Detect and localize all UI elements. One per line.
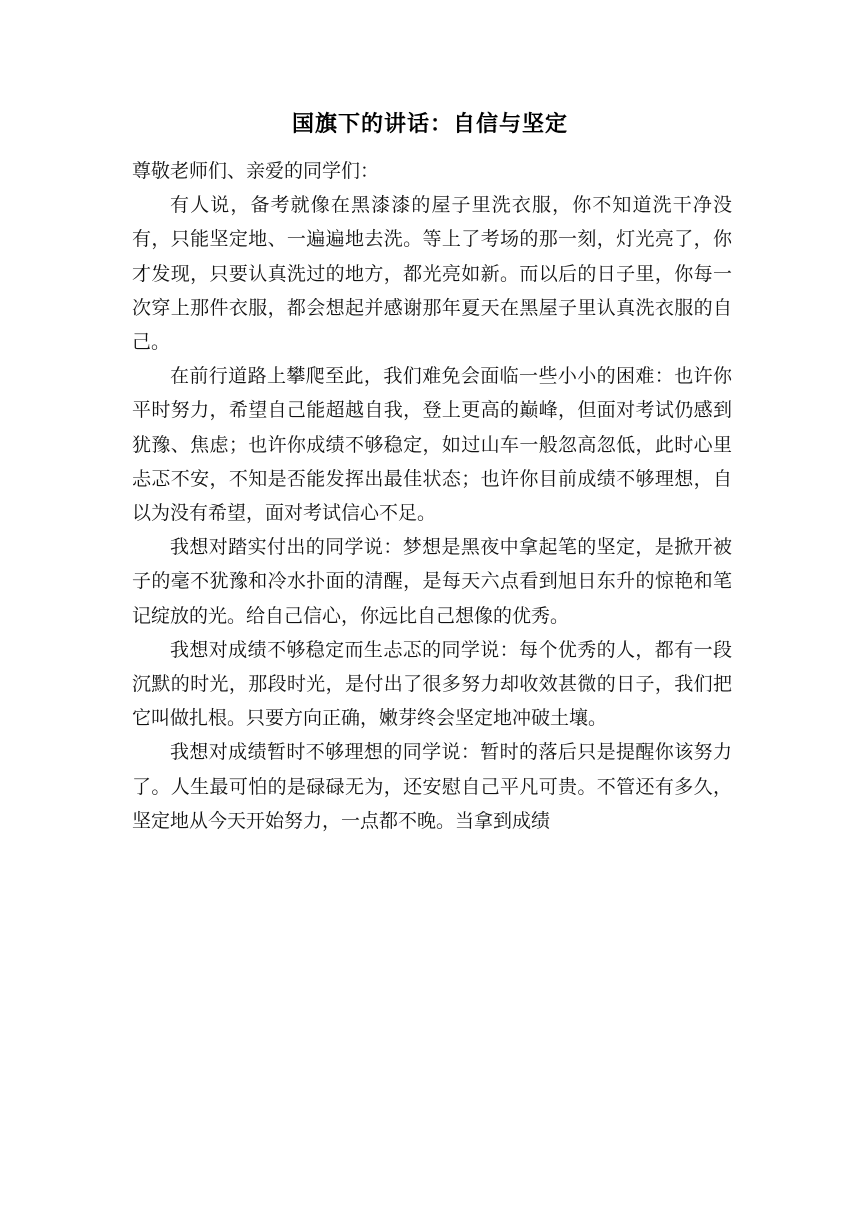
paragraph: 我想对踏实付出的同学说：梦想是黑夜中拿起笔的坚定，是掀开被子的毫不犹豫和冷水扑面的清醒，是每天六点看到旭日东升的惊艳和笔记绽放的光。给自己信心，你远比自己想像的优秀。: [132, 536, 732, 627]
paragraph: 有人说，备考就像在黑漆漆的屋子里洗衣服，你不知道洗干净没有，只能坚定地、一遍遍地去洗。等上了考场的那一刻，灯光亮了，你才发现，只要认真洗过的地方，都光亮如新。而以后的日子里，你每一次穿上那件衣服，都会想起并感谢那年夏天在黑屋子里认真洗衣服的自己。: [132, 194, 732, 354]
document-body: [132, 154, 732, 838]
paragraph: 我想对成绩暂时不够理想的同学说：暂时的落后只是提醒你该努力了。人生最可怕的是碌碌无为，还安慰自己平凡可贵。不管还有多久，坚定地从今天开始努力，一点都不晚。当拿到成绩: [132, 741, 732, 832]
paragraph: 在前行道路上攀爬至此，我们难免会面临一些小小的困难：也许你平时努力，希望自己能超越自我，登上更高的巅峰，但面对考试仍感到犹豫、焦虑；也许你成绩不够稳定，如过山车一般忽高忽低，此时心里忐忑不安，不知是否能发挥出最佳状态；也许你目前成绩不够理想，自以为没有希望，面对考试信心不足。: [132, 365, 732, 525]
paragraph: 我想对成绩不够稳定而生忐忑的同学说：每个优秀的人，都有一段沉默的时光，那段时光，是付出了很多努力却收效甚微的日子，我们把它叫做扎根。只要方向正确，嫩芽终会坚定地冲破土壤。: [132, 638, 732, 730]
page-title: 国旗下的讲话：自信与坚定: [291, 112, 568, 137]
salutation: 尊敬老师们、亲爱的同学们：: [132, 160, 380, 182]
